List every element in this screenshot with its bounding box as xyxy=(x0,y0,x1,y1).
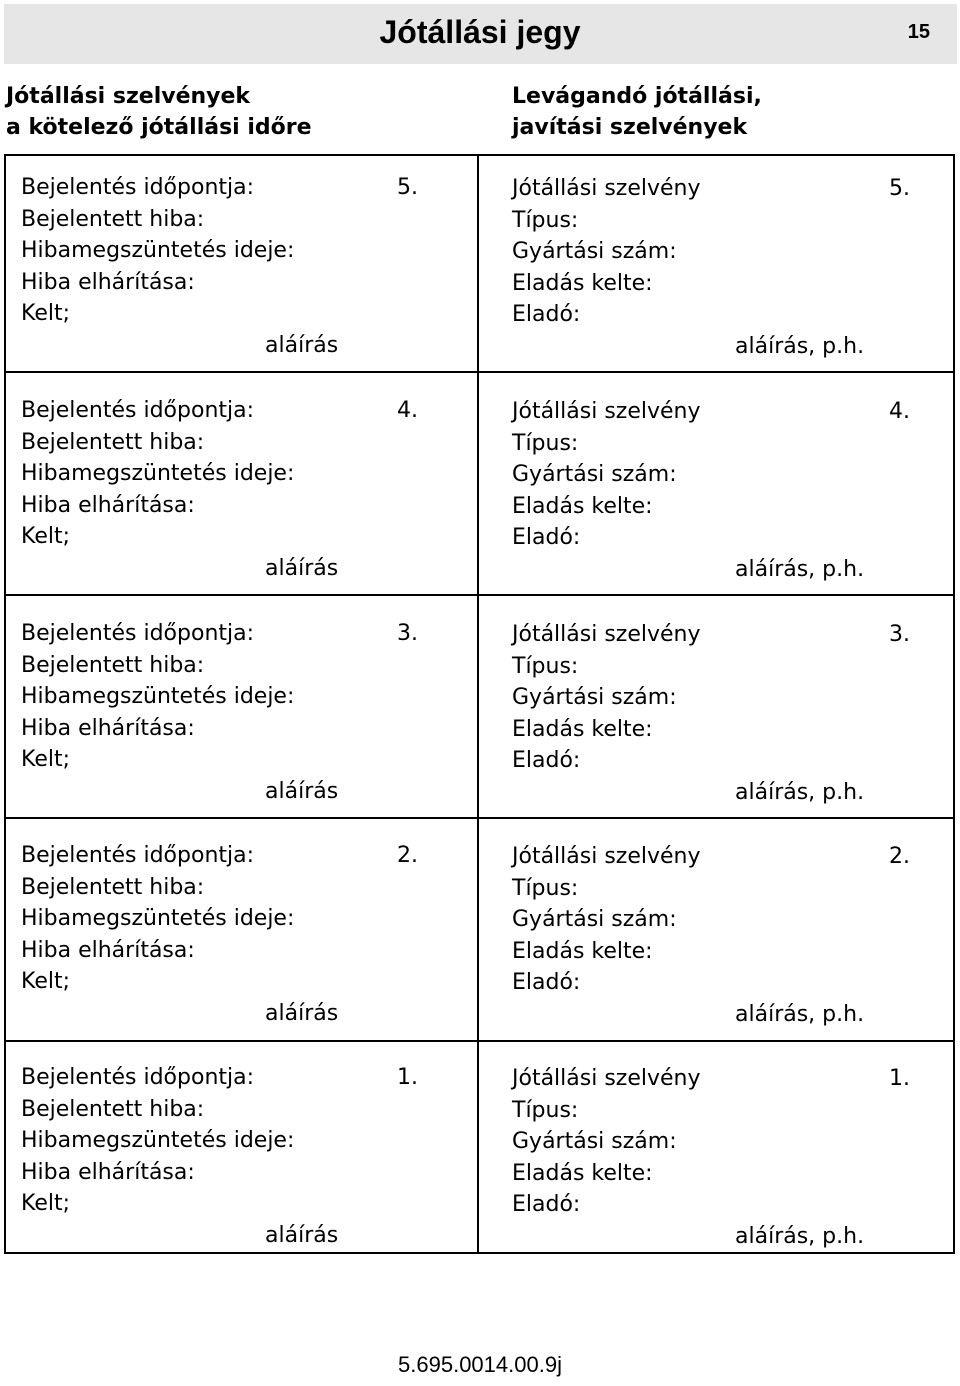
sale-date-label: Eladás kelte: xyxy=(512,938,653,964)
reported-fault-label: Bejelentett hiba: xyxy=(21,652,205,678)
repair-date-label: Hibamegszüntetés ideje: xyxy=(21,461,295,486)
coupon-number: 5. xyxy=(889,176,910,201)
type-label: Típus: xyxy=(512,653,579,679)
fault-fix-label: Hiba elhárítása: xyxy=(21,715,195,741)
serial-number-label: Gyártási szám: xyxy=(512,685,677,710)
right-column-heading xyxy=(512,81,762,143)
seller-label: Eladó: xyxy=(512,748,581,773)
serial-number-label: Gyártási szám: xyxy=(512,1129,677,1154)
coupon-number: 5. xyxy=(397,175,418,200)
serial-number-label: Gyártási szám: xyxy=(512,239,677,264)
left-heading-line-1: Jótállási szelvények xyxy=(6,84,251,109)
type-label: Típus: xyxy=(512,1097,579,1123)
repair-coupon-4 xyxy=(21,395,421,587)
date-label: Kelt; xyxy=(21,301,71,326)
signature-label: aláírás xyxy=(265,1000,339,1026)
reported-fault-label: Bejelentett hiba: xyxy=(21,206,205,232)
row-divider xyxy=(4,594,955,596)
type-label: Típus: xyxy=(512,875,579,901)
seller-label: Eladó: xyxy=(512,525,581,550)
signature-label: aláírás xyxy=(265,555,339,581)
warranty-coupon-4 xyxy=(512,396,912,588)
warranty-coupon-3 xyxy=(512,619,912,811)
row-divider xyxy=(4,817,955,819)
page-title: Jótállási jegy xyxy=(379,14,581,50)
date-label: Kelt; xyxy=(21,747,71,772)
row-divider xyxy=(4,371,955,373)
signature-stamp-label: aláírás, p.h. xyxy=(735,1001,865,1027)
warranty-coupon-1 xyxy=(512,1063,912,1255)
reported-fault-label: Bejelentett hiba: xyxy=(21,429,205,455)
coupon-title: Jótállási szelvény xyxy=(512,1066,701,1091)
signature-stamp-label: aláírás, p.h. xyxy=(735,333,865,359)
repair-coupon-5 xyxy=(21,172,421,364)
serial-number-label: Gyártási szám: xyxy=(512,907,677,932)
coupon-number: 3. xyxy=(397,621,418,646)
coupon-number: 3. xyxy=(889,622,910,647)
date-label: Kelt; xyxy=(21,969,71,994)
fault-fix-label: Hiba elhárítása: xyxy=(21,1159,195,1185)
coupon-number: 4. xyxy=(397,398,418,423)
report-time-label: Bejelentés időpontja: xyxy=(21,621,255,646)
left-column-heading xyxy=(6,81,312,143)
sale-date-label: Eladás kelte: xyxy=(512,716,653,742)
repair-coupon-2 xyxy=(21,840,421,1032)
left-heading-line-2: a kötelező jótállási időre xyxy=(6,115,312,140)
coupon-number: 2. xyxy=(397,843,418,868)
warranty-coupon-5 xyxy=(512,173,912,365)
coupon-number: 4. xyxy=(889,399,910,424)
fault-fix-label: Hiba elhárítása: xyxy=(21,937,195,963)
sale-date-label: Eladás kelte: xyxy=(512,270,653,296)
reported-fault-label: Bejelentett hiba: xyxy=(21,1096,205,1122)
signature-label: aláírás xyxy=(265,778,339,804)
coupon-number: 1. xyxy=(397,1065,418,1090)
serial-number-label: Gyártási szám: xyxy=(512,462,677,487)
repair-date-label: Hibamegszüntetés ideje: xyxy=(21,1128,295,1153)
reported-fault-label: Bejelentett hiba: xyxy=(21,874,205,900)
repair-date-label: Hibamegszüntetés ideje: xyxy=(21,906,295,931)
coupon-title: Jótállási szelvény xyxy=(512,176,701,201)
signature-label: aláírás xyxy=(265,1222,339,1248)
coupon-title: Jótállási szelvény xyxy=(512,399,701,424)
signature-label: aláírás xyxy=(265,332,339,358)
sale-date-label: Eladás kelte: xyxy=(512,1160,653,1186)
report-time-label: Bejelentés időpontja: xyxy=(21,175,255,200)
seller-label: Eladó: xyxy=(512,1192,581,1217)
repair-date-label: Hibamegszüntetés ideje: xyxy=(21,238,295,263)
row-divider xyxy=(4,1040,955,1042)
repair-coupon-3 xyxy=(21,618,421,810)
report-time-label: Bejelentés időpontja: xyxy=(21,843,255,868)
type-label: Típus: xyxy=(512,430,579,456)
fault-fix-label: Hiba elhárítása: xyxy=(21,269,195,295)
signature-stamp-label: aláírás, p.h. xyxy=(735,556,865,582)
document-code: 5.695.0014.00.9j xyxy=(398,1352,562,1377)
repair-date-label: Hibamegszüntetés ideje: xyxy=(21,684,295,709)
fault-fix-label: Hiba elhárítása: xyxy=(21,492,195,518)
report-time-label: Bejelentés időpontja: xyxy=(21,398,255,423)
repair-coupon-1 xyxy=(21,1062,421,1254)
right-heading-line-1: Levágandó jótállási, xyxy=(512,84,762,109)
column-divider xyxy=(477,154,479,1254)
coupon-number: 1. xyxy=(889,1066,910,1091)
right-heading-line-2: javítási szelvények xyxy=(512,115,748,140)
page-number: 15 xyxy=(907,21,930,43)
date-label: Kelt; xyxy=(21,1191,71,1216)
sale-date-label: Eladás kelte: xyxy=(512,493,653,519)
date-label: Kelt; xyxy=(21,524,71,549)
seller-label: Eladó: xyxy=(512,970,581,995)
report-time-label: Bejelentés időpontja: xyxy=(21,1065,255,1090)
warranty-coupon-2 xyxy=(512,841,912,1033)
signature-stamp-label: aláírás, p.h. xyxy=(735,1223,865,1249)
coupon-title: Jótállási szelvény xyxy=(512,844,701,869)
coupon-number: 2. xyxy=(889,844,910,869)
coupon-title: Jótállási szelvény xyxy=(512,622,701,647)
seller-label: Eladó: xyxy=(512,302,581,327)
type-label: Típus: xyxy=(512,207,579,233)
signature-stamp-label: aláírás, p.h. xyxy=(735,779,865,805)
